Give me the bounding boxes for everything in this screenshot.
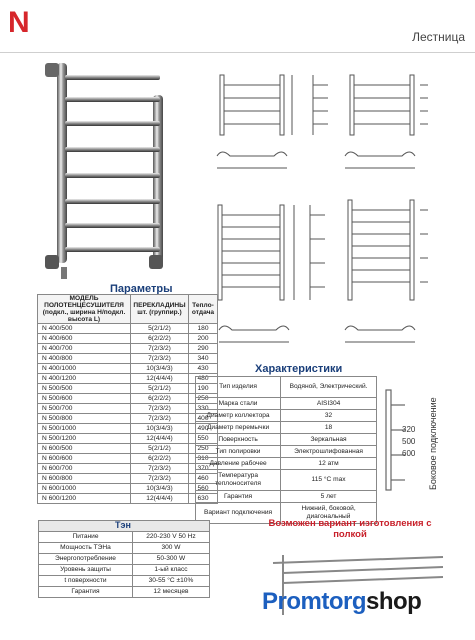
ten-cell: Питание: [39, 532, 133, 543]
brand-part-1: Promtorg: [262, 588, 366, 615]
chars-row: [196, 410, 377, 422]
params-row: [38, 384, 218, 394]
params-row: [38, 344, 218, 354]
params-cell: 370: [189, 464, 218, 474]
params-cell: 7(2/3/2): [131, 474, 189, 484]
brand-logo[interactable]: [262, 588, 421, 616]
chars-cell: Вариант подключения: [196, 503, 281, 524]
params-row: [38, 424, 218, 434]
chars-cell: 32: [281, 410, 377, 422]
params-cell: 290: [189, 344, 218, 354]
params-row: [38, 464, 218, 474]
params-cell: 7(2/3/2): [131, 414, 189, 424]
params-cell: N 500/800: [38, 414, 131, 424]
params-cell: 400: [189, 414, 218, 424]
chars-cell: 18: [281, 422, 377, 434]
params-table: [37, 294, 218, 504]
params-row: [38, 394, 218, 404]
chars-row: [196, 491, 377, 503]
side-size-3: 600: [402, 449, 416, 458]
side-connection-sizes: [402, 424, 415, 460]
params-cell: 340: [189, 354, 218, 364]
ten-cell: 220-230 V 50 Hz: [132, 532, 209, 543]
params-cell: 5(2/1/2): [131, 384, 189, 394]
drawing-top-large-2: [340, 320, 420, 350]
chars-row: [196, 470, 377, 491]
params-cell: 12(4/4/4): [131, 434, 189, 444]
chars-row: [196, 458, 377, 470]
side-size-1: 320: [402, 425, 416, 434]
shelf-variant-note: Возможен вариант изготовления с полкой: [268, 518, 432, 540]
chars-cell: Тип полировки: [196, 446, 281, 458]
header-divider: [0, 52, 475, 53]
params-cell: N 600/700: [38, 464, 131, 474]
params-cell: 200: [189, 334, 218, 344]
params-cell: 12(4/4/4): [131, 494, 189, 504]
chars-row: [196, 446, 377, 458]
params-cell: N 500/700: [38, 404, 131, 414]
chars-row: [196, 398, 377, 410]
chars-cell: Поверхность: [196, 434, 281, 446]
params-body: [38, 324, 218, 504]
drawing-top-small: [212, 146, 292, 176]
ten-cell: Гарантия: [39, 587, 133, 598]
towel-rail-photo: [25, 55, 185, 285]
params-cell: 7(2/3/2): [131, 404, 189, 414]
params-cell: 7(2/3/2): [131, 464, 189, 474]
drawing-front-small-2: [340, 70, 430, 150]
chars-cell: Гарантия: [196, 491, 281, 503]
chars-row: [196, 422, 377, 434]
params-cell: 180: [189, 324, 218, 334]
chars-cell: Температура теплоносителя: [196, 470, 281, 491]
ten-table: [38, 531, 210, 598]
chars-body: [196, 377, 377, 524]
params-cell: N 400/1000: [38, 364, 131, 374]
chars-cell: Электрошлифованная: [281, 446, 377, 458]
params-cell: 5(2/1/2): [131, 324, 189, 334]
chars-cell: Нижний, боковой, диагональный: [281, 503, 377, 524]
params-row: [38, 414, 218, 424]
chars-cell: Давление рабочее: [196, 458, 281, 470]
params-header-row: [38, 295, 218, 324]
params-cell: N 500/1000: [38, 424, 131, 434]
ten-row: [39, 587, 210, 598]
params-cell: 560: [189, 484, 218, 494]
params-cell: 190: [189, 384, 218, 394]
ten-cell: 30-55 °С ±10%: [132, 576, 209, 587]
params-cell: 250: [189, 394, 218, 404]
params-cell: 10(3/4/3): [131, 484, 189, 494]
chars-row: [196, 434, 377, 446]
ten-cell: Уровень защиты: [39, 565, 133, 576]
chars-cell: 5 лет: [281, 491, 377, 503]
brand-logo-letter: N: [8, 6, 30, 39]
chars-cell: AISI304: [281, 398, 377, 410]
params-row: [38, 324, 218, 334]
params-cell: 490: [189, 424, 218, 434]
params-cell: 7(2/3/2): [131, 344, 189, 354]
params-cell: 630: [189, 494, 218, 504]
drawing-side-large: [305, 200, 335, 310]
drawing-top-large: [214, 320, 294, 350]
params-row: [38, 494, 218, 504]
chars-table: [195, 376, 377, 524]
drawing-front-small: [210, 70, 300, 150]
side-size-2: 500: [402, 437, 416, 446]
params-cell: N 600/800: [38, 474, 131, 484]
params-row: [38, 434, 218, 444]
params-cell: 310: [189, 454, 218, 464]
params-row: [38, 404, 218, 414]
params-cell: N 400/600: [38, 334, 131, 344]
params-row: [38, 334, 218, 344]
drawing-top-small-2: [340, 146, 420, 176]
chars-cell: 115 °С max: [281, 470, 377, 491]
params-cell: 5(2/1/2): [131, 444, 189, 454]
params-cell: 460: [189, 474, 218, 484]
params-cell: 12(4/4/4): [131, 374, 189, 384]
params-cell: 330: [189, 404, 218, 414]
params-row: [38, 374, 218, 384]
chars-cell: Тип изделия: [196, 377, 281, 398]
params-cell: N 400/700: [38, 344, 131, 354]
params-cell: 6(2/2/2): [131, 454, 189, 464]
params-cell: 430: [189, 364, 218, 374]
params-cell: N 600/600: [38, 454, 131, 464]
params-row: [38, 364, 218, 374]
chars-cell: 12 атм: [281, 458, 377, 470]
params-row: [38, 454, 218, 464]
ten-row: [39, 565, 210, 576]
ten-row: [39, 532, 210, 543]
params-row: [38, 444, 218, 454]
ten-title: Тэн: [115, 520, 131, 530]
params-cell: N 400/800: [38, 354, 131, 364]
ten-cell: Мощность ТЭНа: [39, 543, 133, 554]
params-cell: 250: [189, 444, 218, 454]
chars-cell: Марка стали: [196, 398, 281, 410]
params-cell: 550: [189, 434, 218, 444]
drawing-front-large: [208, 200, 303, 310]
params-cell: 480: [189, 374, 218, 384]
params-cell: N 400/1200: [38, 374, 131, 384]
params-col-model: МОДЕЛЬ ПОЛОТЕНЦЕСУШИТЕЛЯ (подкл., ширина Н/подкл. высота L): [38, 295, 131, 324]
ten-cell: 12 месяцев: [132, 587, 209, 598]
params-row: [38, 354, 218, 364]
params-cell: N 500/500: [38, 384, 131, 394]
ten-cell: 300 W: [132, 543, 209, 554]
params-col-heat: Тепло-отдача: [189, 295, 218, 324]
model-name: Лестница: [412, 30, 465, 44]
ten-body: [39, 532, 210, 598]
drawing-front-large-2: [338, 195, 433, 305]
params-col-bars: ПЕРЕКЛАДИНЫ шт. (группир.): [131, 295, 189, 324]
chars-row: [196, 377, 377, 398]
params-cell: N 600/1200: [38, 494, 131, 504]
ten-row: [39, 554, 210, 565]
chars-cell: Диаметр перемычки: [196, 422, 281, 434]
drawing-side-small: [308, 70, 338, 150]
params-cell: N 600/500: [38, 444, 131, 454]
chars-title: Характеристики: [255, 363, 343, 375]
params-cell: 10(3/4/3): [131, 424, 189, 434]
params-row: [38, 474, 218, 484]
ten-cell: 1-ый класс: [132, 565, 209, 576]
side-connection-label: Боковое подключение: [428, 397, 438, 490]
ten-cell: 50-300 W: [132, 554, 209, 565]
chars-cell: Зеркальная: [281, 434, 377, 446]
params-cell: 10(3/4/3): [131, 364, 189, 374]
brand-part-2: shop: [366, 588, 422, 615]
params-cell: 7(2/3/2): [131, 354, 189, 364]
params-row: [38, 484, 218, 494]
ten-row: [39, 576, 210, 587]
params-cell: 6(2/2/2): [131, 334, 189, 344]
chars-cell: Диаметр коллектора: [196, 410, 281, 422]
params-cell: N 600/1000: [38, 484, 131, 494]
chars-cell: Водяной, Электрический.: [281, 377, 377, 398]
params-title: Параметры: [110, 283, 173, 295]
params-cell: 6(2/2/2): [131, 394, 189, 404]
ten-cell: Энергопотребление: [39, 554, 133, 565]
ten-cell: t поверхности: [39, 576, 133, 587]
params-cell: N 400/500: [38, 324, 131, 334]
params-cell: N 500/600: [38, 394, 131, 404]
ten-row: [39, 543, 210, 554]
params-cell: N 500/1200: [38, 434, 131, 444]
